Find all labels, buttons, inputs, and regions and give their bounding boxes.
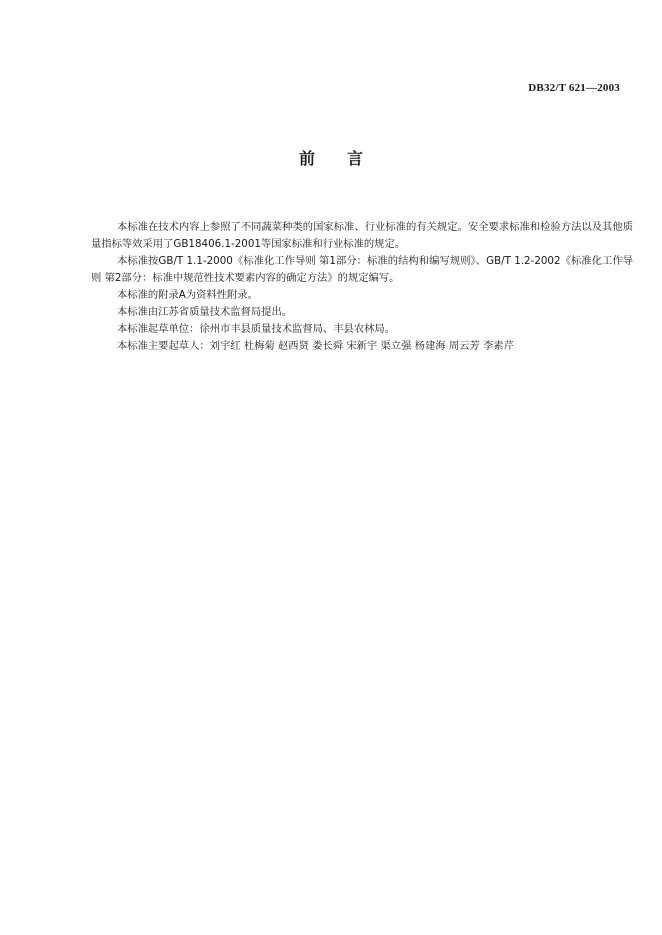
paragraph-drafters: 本标准主要起草人：刘宇红 杜梅菊 赵西贤 娄长舜 宋新宇 渠立强 杨建海 周云芳 李素芹 [117,340,514,352]
paragraph-appendix: 本标准的附录A为资料性附录。 [117,289,258,301]
paragraph-drafting-units: 本标准起草单位：徐州市丰县质量技术监督局、丰县农林局。 [117,323,396,335]
foreword-title: 前 言 [298,149,363,168]
standard-number: DB32/T 621—2003 [528,82,620,94]
paragraph-scope: 本标准在技术内容上参照了不同蔬菜种类的国家标准、行业标准的有关规定。安全要求标准和检验方法以及其他质量指标等效采用了GB18406.1-2001等国家标准和行业标准的规定。 [91,221,633,250]
paragraph-proposer: 本标准由江苏省质量技术监督局提出。 [117,306,293,318]
foreword-body [91,219,633,355]
paragraph-drafting-rules: 本标准按GB/T 1.1-2000《标准化工作导则 第1部分：标准的结构和编写规则》、GB/T 1.2-2002《标准化工作导则 第2部分：标准中规范性技术要素内容的确定方法》的规定编写。 [91,255,633,284]
